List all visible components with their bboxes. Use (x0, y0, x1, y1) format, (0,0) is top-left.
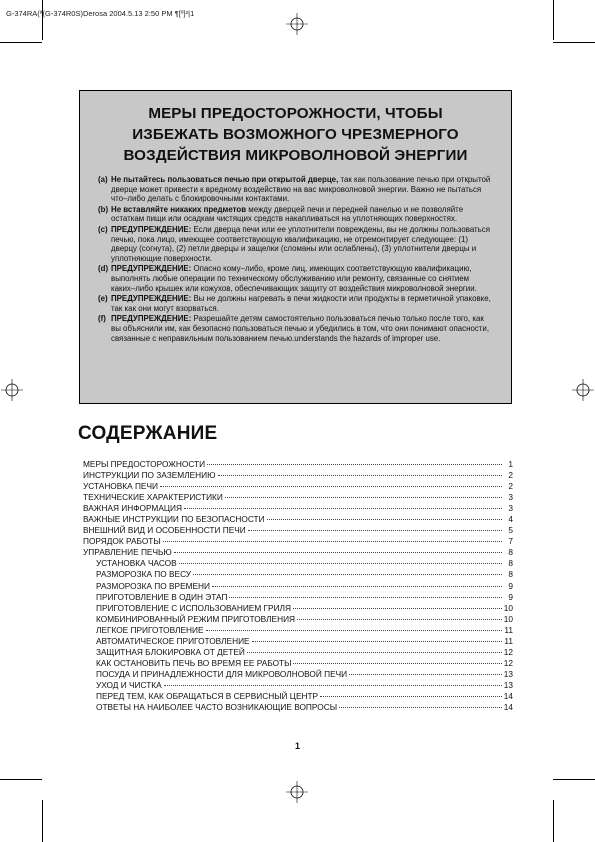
toc-entry-label: ВНЕШНИЙ ВИД И ОСОБЕННОСТИ ПЕЧИ (83, 525, 246, 536)
precaution-text: между дверцей печи и передней панелью и не позволяйте остаткам пищи или осадкам чистящих средств накапливаться на уплотняющих поверхностях. (111, 204, 464, 224)
precaution-letter: (d) (98, 264, 109, 274)
toc-entry-page: 9 (508, 591, 513, 602)
toc-entry-page: 8 (508, 569, 513, 580)
precaution-text: так как пользование печью при открытой дверце может привести к вредному воздействию на вас микроволновой энергии. Важно не пытаться что–либо делать с блокировочными контактами. (111, 175, 491, 204)
toc-entry-page: 12 (503, 646, 513, 657)
precaution-item (98, 205, 493, 224)
toc-entry-label: ТЕХНИЧЕСКИЕ ХАРАКТЕРИСТИКИ (83, 492, 223, 503)
toc-entry-page: 12 (503, 657, 513, 668)
toc-entry-page: 8 (508, 547, 513, 558)
toc-entry-label: РАЗМОРОЗКА ПО ВЕСУ (96, 569, 192, 580)
toc-leader-dots (339, 696, 502, 708)
crop-mark (42, 800, 43, 842)
precautions-title-line: ВОЗДЕЙСТВИЯ МИКРОВОЛНОВОЙ ЭНЕРГИИ (123, 147, 468, 164)
precautions-box (79, 90, 512, 404)
toc-entry-page: 11 (504, 635, 513, 646)
toc-title: СОДЕРЖАНИЕ (78, 423, 218, 444)
toc-entry-page: 3 (508, 492, 513, 503)
precaution-text: Опасно кому–либо, кроме лиц, имеющих соответствующую квалификацию, выполнять любые операции по техническому обслуживанию или ремонту, связанные со снятием каких–либо крышек или кожухов, обеспечивающих защиту от воздействия микроволновой энергии. (111, 264, 477, 293)
precautions-title-line: МЕРЫ ПРЕДОСТОРОЖНОСТИ, ЧТОБЫ (148, 105, 443, 122)
toc-entry-label: ИНСТРУКЦИИ ПО ЗАЗЕМЛЕНИЮ (83, 470, 216, 481)
toc-entry-page: 2 (508, 481, 513, 492)
toc-entry-label: ВАЖНЫЕ ИНСТРУКЦИИ ПО БЕЗОПАСНОСТИ (83, 514, 265, 525)
crop-mark (42, 0, 43, 40)
precaution-text: Разрешайте детям самостоятельно пользоваться печью только после того, как вы объяснили им, как безопасно пользоваться печью и убедились в том, что они понимают опасности, связанные с неправильным пользованием печью.understands the hazards of improper use. (111, 314, 490, 343)
precaution-lead: ПРЕДУПРЕЖДЕНИЕ: (111, 314, 192, 324)
toc-entry-page: 9 (508, 580, 513, 591)
toc-entry-label: ПРИГОТОВЛЕНИЕ С ИСПОЛЬЗОВАНИЕМ ГРИЛЯ (96, 602, 291, 613)
precautions-title (98, 103, 493, 166)
precaution-letter: (c) (98, 224, 108, 234)
registration-mark-icon (1, 379, 23, 401)
precaution-item (98, 314, 493, 343)
registration-mark-icon (286, 13, 308, 35)
precaution-lead: Не пытайтесь пользоваться печью при открытой дверце, (111, 175, 339, 184)
precautions-list (98, 175, 493, 343)
toc-entry-page: 14 (503, 702, 513, 713)
toc-entry-page: 10 (503, 602, 513, 613)
precaution-lead: ПРЕДУПРЕЖДЕНИЕ: (111, 294, 192, 304)
crop-mark (0, 42, 42, 43)
crop-mark (553, 0, 554, 40)
precaution-item (98, 225, 493, 263)
precaution-lead: Не вставляйте никаких предметов (111, 204, 247, 214)
toc-entry-label: ПОРЯДОК РАБОТЫ (83, 536, 161, 547)
crop-mark (553, 800, 554, 842)
toc-entry-page: 4 (508, 514, 513, 525)
toc-entry-page: 14 (503, 690, 513, 701)
crop-mark (553, 779, 595, 780)
toc-entry-label: УСТАНОВКА ПЕЧИ (83, 481, 158, 492)
toc-entry-page: 10 (503, 613, 513, 624)
precaution-text: Если дверца печи или ее уплотнители повреждены, вы не должны пользоваться печью, пока лицо, имеющее соответствующую квалификацию, не отремонтирует следующее: (1) дверцу (согнута), (2) петли дверцы и защелки (сломаны или ослаблены), (3) уплотнители дверцы и уплотняющие поверхности. (111, 224, 490, 263)
toc-entry-label: УХОД И ЧИСТКА (96, 679, 162, 690)
toc-entry-page: 8 (508, 558, 513, 569)
precaution-text: Вы не должны нагревать в печи жидкости или продукты в герметичной упаковке, так как они могут взорваться. (111, 294, 491, 313)
precaution-letter: (a) (98, 175, 108, 184)
toc-entry-label: ЛЕГКОЕ ПРИГОТОВЛЕНИЕ (96, 624, 204, 635)
registration-mark-icon (286, 781, 308, 803)
toc-entry-page: 2 (508, 470, 513, 481)
toc-entry-page: 5 (508, 525, 513, 536)
precaution-lead: ПРЕДУПРЕЖДЕНИЕ: (111, 224, 192, 234)
precaution-letter: (f) (98, 314, 106, 324)
toc-entry-page: 13 (503, 668, 513, 679)
toc-entry-label: ВАЖНАЯ ИНФОРМАЦИЯ (83, 503, 182, 514)
toc-list (83, 455, 513, 713)
crop-mark (553, 42, 595, 43)
page-number: 1 (294, 741, 300, 751)
precaution-letter: (e) (98, 294, 108, 304)
precaution-letter: (b) (98, 204, 109, 214)
toc-entry-label: ОТВЕТЫ НА НАИБОЛЕЕ ЧАСТО ВОЗНИКАЮЩИЕ ВОПРОСЫ (96, 702, 338, 713)
toc-entry-label: УПРАВЛЕНИЕ ПЕЧЬЮ (83, 547, 172, 558)
toc-entry-label: УСТАНОВКА ЧАСОВ (96, 558, 177, 569)
toc-entry-label: АВТОМАТИЧЕСКОЕ ПРИГОТОВЛЕНИЕ (96, 635, 250, 646)
precaution-item (98, 294, 493, 313)
toc-entry-page: 11 (504, 624, 513, 635)
toc-entry-label: КАК ОСТАНОВИТЬ ПЕЧЬ ВО ВРЕМЯ ЕЕ РАБОТЫ (96, 657, 292, 668)
print-header: G-374RA(ª(G-374R0S)Derosa 2004.5.13 2:50 PM ¶[º]²|1 (6, 9, 195, 18)
toc-entry-label: РАЗМОРОЗКА ПО ВРЕМЕНИ (96, 580, 211, 591)
toc-entry-page: 1 (508, 459, 513, 469)
toc-entry-page: 7 (508, 536, 513, 547)
toc-entry-label: МЕРЫ ПРЕДОСТОРОЖНОСТИ (83, 459, 206, 469)
precaution-lead: ПРЕДУПРЕЖДЕНИЕ: (111, 264, 192, 274)
toc-entry-label: ПОСУДА И ПРИНАДЛЕЖНОСТИ ДЛЯ МИКРОВОЛНОВОЙ ПЕЧИ (96, 668, 348, 679)
toc-entry-page: 3 (508, 503, 513, 514)
toc-entry-label: ЗАЩИТНАЯ БЛОКИРОВКА ОТ ДЕТЕЙ (96, 646, 245, 657)
precaution-item (98, 175, 493, 204)
toc-entry-label: ПРИГОТОВЛЕНИЕ В ОДИН ЭТАП (96, 591, 228, 602)
crop-mark (0, 779, 42, 780)
toc-entry-label: ПЕРЕД ТЕМ, КАК ОБРАЩАТЬСЯ В СЕРВИСНЫЙ ЦЕНТР (96, 690, 319, 701)
toc-entry-page: 13 (503, 679, 513, 690)
toc-entry-label: КОМБИНИРОВАННЫЙ РЕЖИМ ПРИГОТОВЛЕНИЯ (96, 613, 296, 624)
precautions-title-line: ИЗБЕЖАТЬ ВОЗМОЖНОГО ЧРЕЗМЕРНОГО (132, 126, 459, 143)
registration-mark-icon (572, 379, 594, 401)
precaution-item (98, 264, 493, 293)
